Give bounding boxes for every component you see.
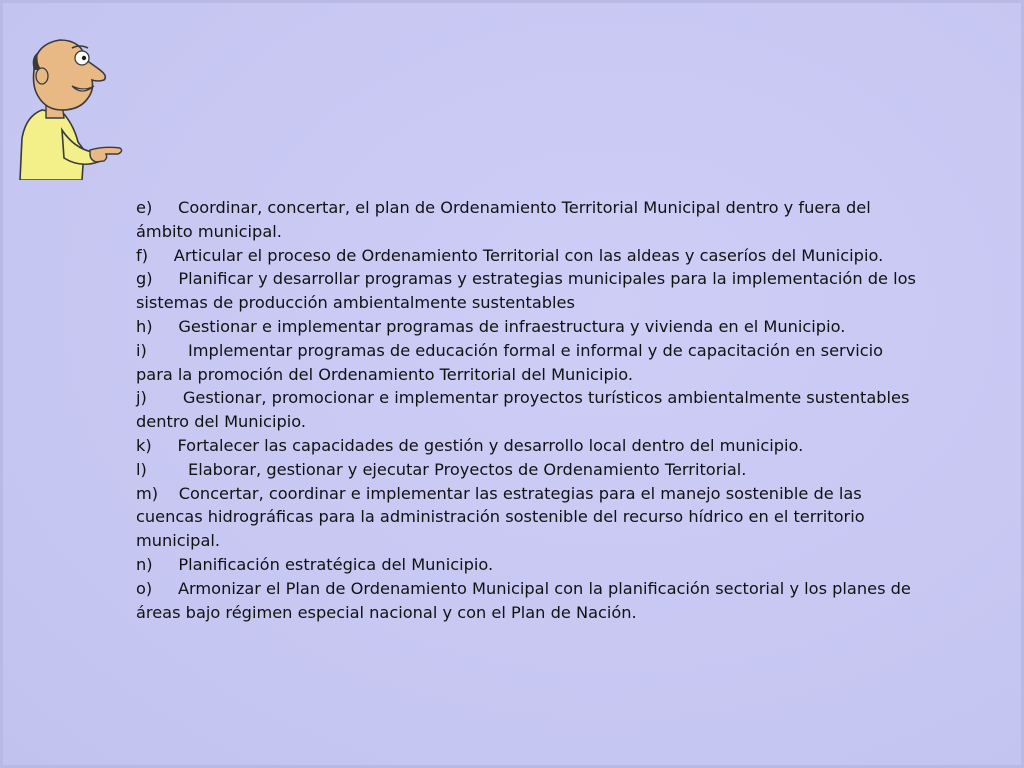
list-item: [136, 577, 916, 625]
list-item: [136, 244, 916, 268]
item-text: Concertar, coordinar e implementar las estrategias para el manejo sostenible de las cuencas hidrográficas para la administración sostenible del recurso hídrico en el territorio municipal.: [136, 483, 865, 551]
item-gap: [153, 555, 179, 574]
list-item: [136, 315, 916, 339]
item-label: m): [136, 483, 159, 503]
item-label: h): [136, 316, 153, 336]
item-gap: [153, 269, 179, 288]
list-item: [136, 434, 916, 458]
list-item: [136, 482, 916, 553]
item-text: Elaborar, gestionar y ejecutar Proyectos de Ordenamiento Territorial.: [188, 459, 747, 479]
item-gap: [147, 341, 188, 360]
cartoon-man-pointing-icon: [12, 30, 127, 180]
item-label: n): [136, 554, 153, 574]
list-item: [136, 458, 916, 482]
item-text: Planificación estratégica del Municipio.: [178, 554, 494, 574]
list-item: [136, 553, 916, 577]
item-text: Implementar programas de educación formal e informal y de capacitación en servicio para la promoción del Ordenamiento Territorial del Municipio.: [136, 340, 884, 384]
list-item: [136, 386, 916, 434]
item-text: Gestionar, promocionar e implementar proyectos turísticos ambientalmente sustentables dentro del Municipio.: [136, 388, 910, 432]
item-gap: [147, 388, 183, 407]
item-text: Armonizar el Plan de Ordenamiento Municipal con la planificación sectorial y los planes de áreas bajo régimen especial nacional y con el Plan de Nación.: [136, 578, 911, 622]
objectives-list: [136, 196, 916, 624]
item-text: Coordinar, concertar, el plan de Ordenamiento Territorial Municipal dentro y fuera del ámbito municipal.: [136, 198, 871, 241]
item-gap: [158, 484, 179, 503]
item-gap: [153, 317, 179, 336]
item-text: Gestionar e implementar programas de infraestructura y vivienda en el Municipio.: [178, 316, 846, 336]
item-text: Articular el proceso de Ordenamiento Territorial con las aldeas y caseríos del Municipio.: [173, 245, 884, 265]
item-label: g): [136, 269, 153, 289]
item-label: i): [136, 340, 147, 360]
item-gap: [148, 246, 174, 265]
item-label: j): [136, 388, 147, 408]
item-label: o): [136, 578, 153, 598]
list-item: [136, 339, 916, 387]
item-gap: [152, 198, 178, 217]
item-label: e): [136, 198, 153, 217]
item-gap: [152, 436, 178, 455]
item-label: f): [136, 245, 149, 265]
item-text: Planificar y desarrollar programas y estrategias municipales para la implementación de los sistemas de producción ambientalmente sustentables: [136, 269, 916, 313]
list-item: [136, 196, 916, 244]
item-label: k): [136, 435, 152, 455]
item-gap: [152, 579, 178, 598]
item-text: Fortalecer las capacidades de gestión y desarrollo local dentro del municipio.: [177, 435, 804, 455]
list-item: [136, 267, 916, 315]
item-gap: [147, 460, 188, 479]
item-label: l): [136, 459, 147, 479]
